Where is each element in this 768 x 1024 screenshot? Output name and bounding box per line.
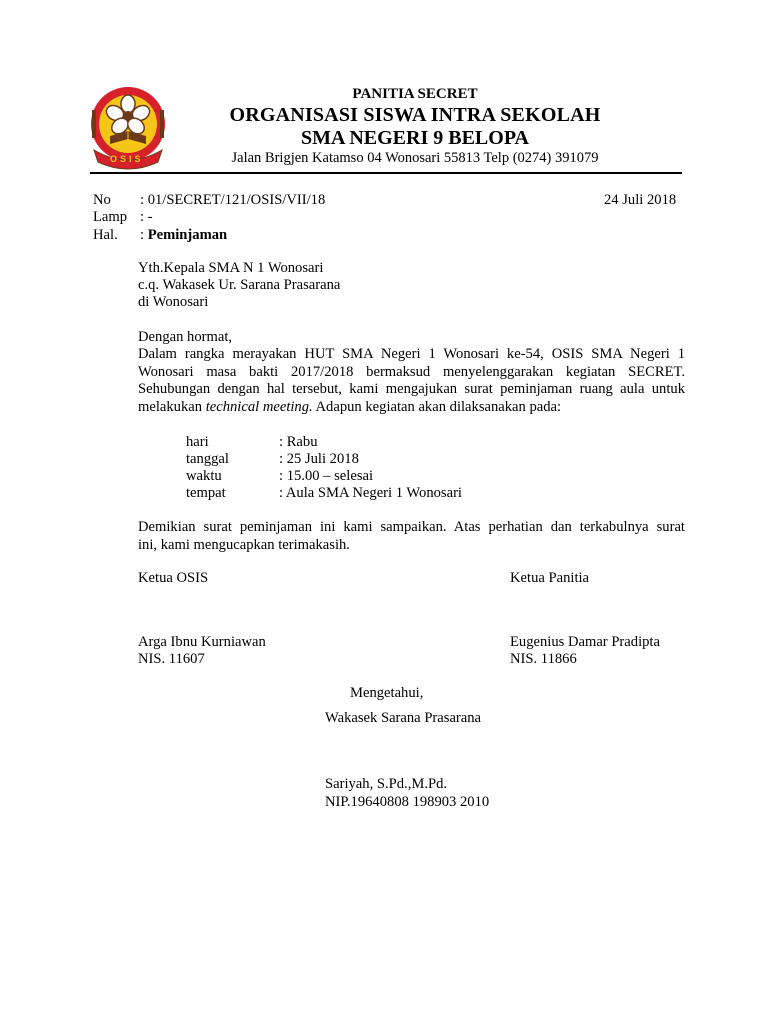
body-line: Sehubungan dengan hal tersebut, kami mengajukan surat peminjaman ruang aula untuk [138, 381, 685, 397]
body-text: Adapun kegiatan akan dilaksanakan pada: [312, 398, 562, 415]
detail-key: hari [186, 434, 209, 450]
closing-line: Demikian surat peminjaman ini kami sampaikan. Atas perhatian dan terkabulnya surat [138, 519, 685, 535]
organization-name: ORGANISASI SISWA INTRA SEKOLAH [229, 104, 601, 126]
school-address: Jalan Brigjen Katamso 04 Wonosari 55813 Telp (0274) 391079 [231, 150, 599, 166]
detail-value: : Aula SMA Negeri 1 Wonosari [279, 485, 462, 501]
no-label: No [93, 192, 111, 208]
right-signatory-id: NIS. 11866 [510, 651, 577, 667]
hal-label: Hal. [93, 227, 118, 243]
letter-subject: Peminjaman [147, 227, 228, 243]
center-signatory-title: Wakasek Sarana Prasarana [325, 710, 482, 726]
body-paragraph [138, 346, 685, 416]
right-signatory-name: Eugenius Damar Pradipta [510, 634, 660, 650]
detail-value: : Rabu [279, 434, 318, 450]
letter-date: 24 Juli 2018 [604, 192, 677, 208]
acknowledgement-label: Mengetahui, [350, 685, 424, 701]
detail-key: tanggal [186, 451, 229, 467]
left-signatory-title: Ketua OSIS [138, 570, 209, 586]
center-signatory-id: NIP.19640808 198903 2010 [325, 794, 490, 810]
recipient-line-1: Yth.Kepala SMA N 1 Wonosari [138, 260, 324, 276]
recipient-line-3: di Wonosari [138, 294, 209, 310]
closing-line: ini, kami mengucapkan terimakasih. [138, 536, 350, 553]
detail-key: waktu [186, 468, 222, 484]
body-line: Dalam rangka merayakan HUT SMA Negeri 1 Wonosari ke-54, OSIS SMA Negeri 1 [138, 346, 685, 362]
greeting: Dengan hormat, [138, 329, 233, 345]
osis-logo [88, 84, 168, 172]
lamp-value: : - [140, 209, 153, 225]
committee-title: PANITIA SECRET [352, 86, 478, 102]
recipient-line-2: c.q. Wakasek Ur. Sarana Prasarana [138, 277, 341, 293]
body-italic-text: technical meeting. [205, 398, 313, 415]
detail-value: : 15.00 – selesai [279, 468, 374, 484]
body-line: Wonosari masa bakti 2017/2018 bermaksud menyelenggarakan kegiatan SECRET. [138, 363, 685, 380]
school-name: SMA NEGERI 9 BELOPA [301, 127, 529, 149]
right-signatory-title: Ketua Panitia [510, 570, 590, 586]
left-signatory-name: Arga Ibnu Kurniawan [138, 634, 266, 650]
left-signatory-id: NIS. 11607 [138, 651, 205, 667]
hal-row [140, 227, 227, 244]
body-line [138, 399, 685, 417]
detail-key: tempat [186, 485, 226, 501]
detail-value: : 25 Juli 2018 [279, 451, 359, 467]
letter-number: : 01/SECRET/121/OSIS/VII/18 [140, 192, 326, 208]
body-text: melakukan [138, 398, 206, 415]
lamp-label: Lamp [93, 209, 128, 225]
closing-paragraph [138, 519, 685, 554]
header-divider [90, 172, 682, 174]
center-signatory-name: Sariyah, S.Pd.,M.Pd. [325, 776, 448, 792]
hal-separator: : [140, 227, 148, 243]
logo-label: OSIS [110, 154, 144, 164]
